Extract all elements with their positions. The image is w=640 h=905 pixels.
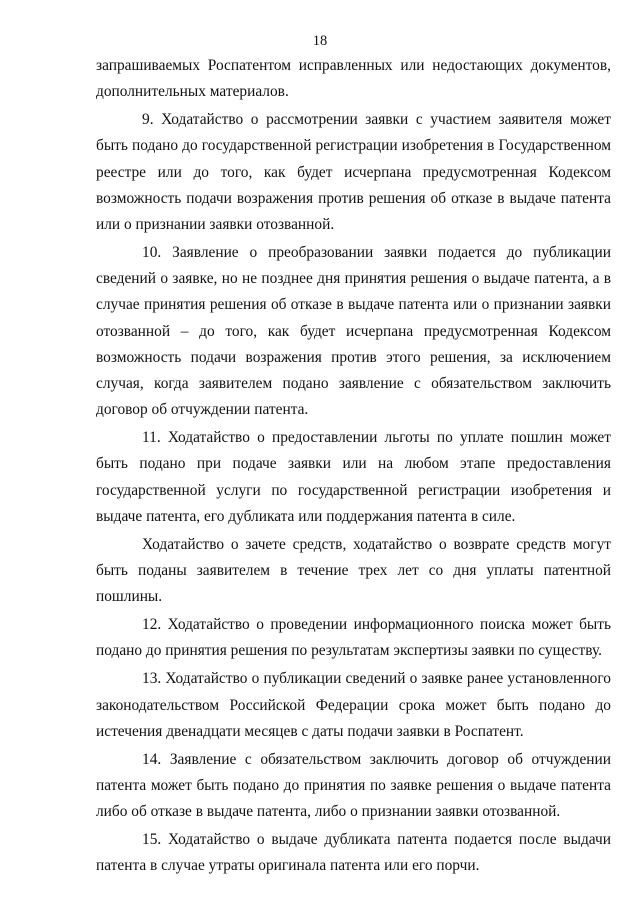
- document-body: [96, 53, 611, 881]
- paragraph-item-13: 13. Ходатайство о публикации сведений о заявке ранее установленного законодательством Российской Федерации срока может быть подано до истечения двенадцати месяцев с даты подачи заявки в Роспатент.: [96, 670, 611, 740]
- paragraph-item-12: 12. Ходатайство о проведении информационного поиска может быть подано до принятия решения по результатам экспертизы заявки по существу.: [96, 616, 611, 660]
- paragraph-item-11-offset: Ходатайство о зачете средств, ходатайство о возврате средств могут быть поданы заявителем в течение трех лет со дня уплаты патентной пошлины.: [96, 535, 611, 606]
- paragraph-item-10: 10. Заявление о преобразовании заявки подается до публикации сведений о заявке, но не позднее дня принятия решения о выдаче патента, а в случае принятия решения об отказе в выдаче патента или о признании заявки отозванной – до того, как будет исчерпана предусмотренная Кодексом возможность подачи возражения против этого решения, за исключением случая, когда заявителем подано заявление с обязательством заключить договор об отчуждении патента.: [96, 244, 611, 419]
- paragraph-continuation: запрашиваемых Роспатентом исправленных или недостающих документов, дополнительных материалов.: [96, 57, 611, 101]
- paragraph-item-9: 9. Ходатайство о рассмотрении заявки с участием заявителя может быть подано до государственной регистрации изобретения в Государственном реестре или до того, как будет исчерпана предусмотренная Кодексом возможность подачи возражения против решения об отказе в выдаче патента или о признании заявки отозванной.: [96, 111, 611, 234]
- page-number: 18: [312, 33, 328, 49]
- paragraph-item-11: 11. Ходатайство о предоставлении льготы по уплате пошлин может быть подано при подаче заявки или на любом этапе предоставления государственной услуги по государственной регистрации изобретения и выдаче патента, его дубликата или поддержания патента в силе.: [96, 429, 611, 525]
- paragraph-item-14: 14. Заявление с обязательством заключить договор об отчуждении патента может быть подано до принятия по заявке решения о выдаче патента либо об отказе в выдаче патента, либо о признании заявки отозванной.: [96, 750, 611, 821]
- paragraph-item-15: 15. Ходатайство о выдаче дубликата патента подается после выдачи патента в случае утраты оригинала патента или его порчи.: [96, 831, 611, 875]
